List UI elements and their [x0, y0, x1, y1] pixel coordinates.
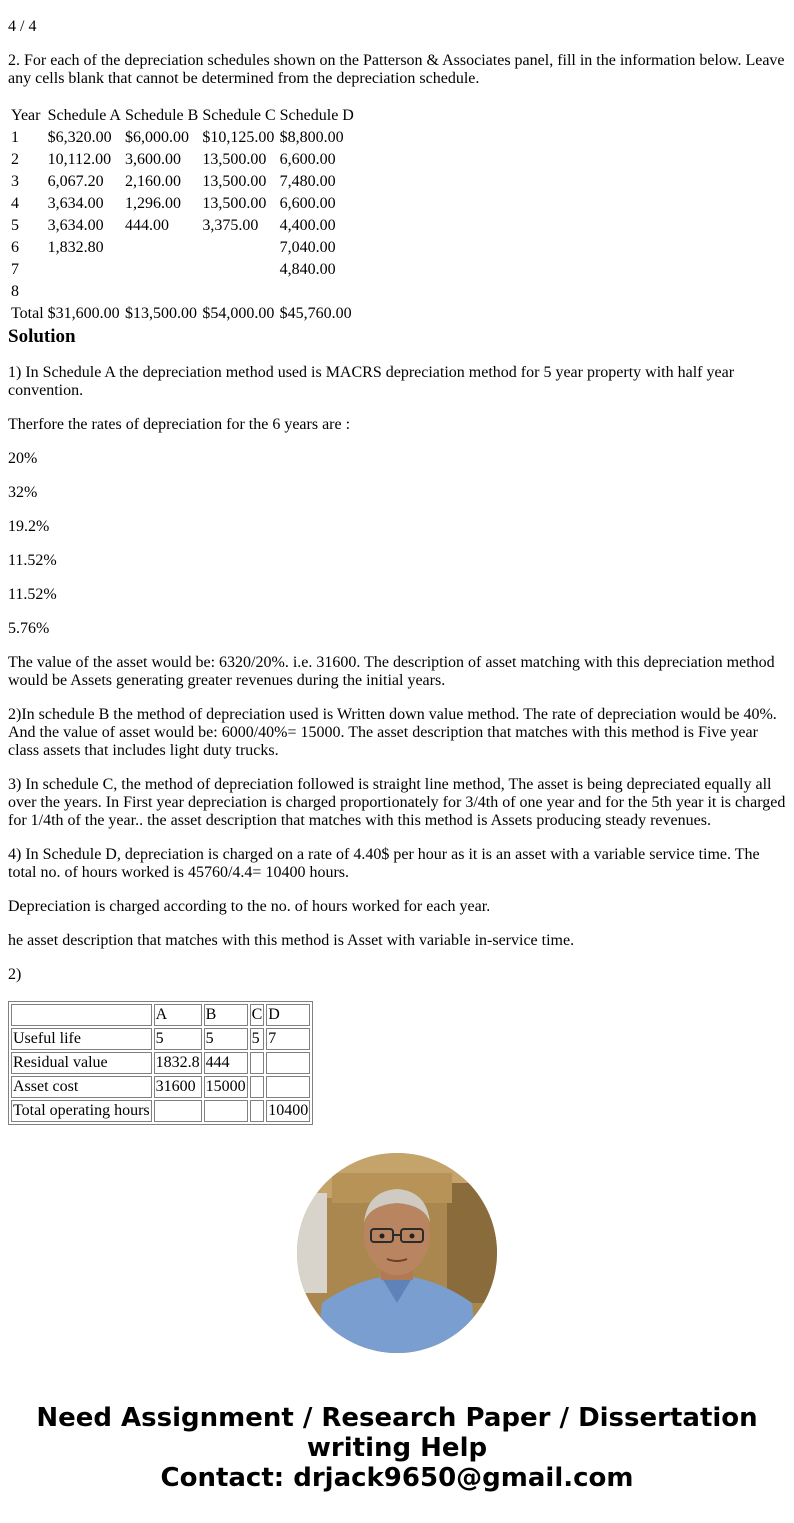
answer-cell: 5 — [154, 1028, 202, 1050]
schedule-cell: 7 — [11, 261, 19, 278]
answer-cell: 5 — [250, 1028, 265, 1050]
rate-year-6: 5.76% — [8, 620, 50, 637]
answer-cell — [250, 1052, 265, 1074]
answer-row — [11, 1076, 310, 1098]
header-cell: Schedule B — [124, 107, 199, 124]
schedule-cell: 6,600.00 — [279, 195, 336, 212]
answer-cell — [250, 1100, 265, 1122]
schedule-cell: 3 — [11, 173, 19, 190]
schedule-cell: $13,500.00 — [124, 305, 197, 322]
header-cell: Schedule D — [279, 107, 354, 124]
answer-cell — [266, 1052, 310, 1074]
solution-heading: Solution — [8, 326, 76, 347]
answer-cell: 1832.8 — [154, 1052, 202, 1074]
answer-cell: 5 — [204, 1028, 248, 1050]
schedule-cell: Total — [11, 305, 44, 322]
header-row — [11, 1004, 310, 1026]
schedule-cell — [124, 238, 199, 258]
schedule-cell: 7,480.00 — [279, 173, 336, 190]
schedule-cell — [124, 282, 199, 302]
schedule-cell: 6 — [11, 239, 19, 256]
answer-cell: 10400 — [266, 1100, 310, 1122]
schedule-cell: 6,067.20 — [47, 173, 104, 190]
answer-cell: 444 — [204, 1052, 248, 1074]
schedule-cell: 7,040.00 — [279, 239, 336, 256]
schedule-cell — [201, 238, 276, 258]
schedule-row — [10, 282, 355, 302]
question-text: 2. For each of the depreciation schedules shown on the Patterson & Associates panel, fill in the information below. Leave any cells blank that cannot be determined from the depreciation schedule. — [8, 52, 785, 87]
rate-year-4: 11.52% — [8, 552, 57, 569]
schedule-cell — [201, 282, 276, 302]
header-cell: Schedule C — [202, 107, 276, 124]
answer-cell: Total operating hours — [11, 1100, 152, 1122]
schedule-cell: 3,634.00 — [47, 217, 104, 234]
solution-paragraph-2: Therfore the rates of depreciation for the 6 years are : — [8, 416, 351, 433]
header-row — [10, 106, 355, 126]
answer-cell — [266, 1076, 310, 1098]
ad-line-2: writing Help — [306, 1433, 488, 1463]
schedule-cell — [279, 282, 355, 302]
schedule-cell: 4,400.00 — [279, 217, 336, 234]
schedule-cell: $8,800.00 — [279, 129, 344, 146]
schedule-row — [10, 260, 355, 280]
schedule-cell — [201, 260, 276, 280]
schedule-row — [10, 172, 355, 192]
solution-paragraph-4: 2)In schedule B the method of depreciation used is Written down value method. The rate of depreciation would be 40%. And the value of asset would be: 6000/40%= 15000. The asset description that matches with this method is Five year class assets that includes light duty trucks. — [8, 706, 777, 759]
answer-cell: 15000 — [204, 1076, 248, 1098]
answer-cell: 31600 — [154, 1076, 202, 1098]
schedule-row — [10, 216, 355, 236]
schedule-cell: 2 — [11, 151, 19, 168]
author-photo — [297, 1153, 497, 1353]
schedule-cell: $10,125.00 — [202, 129, 275, 146]
answer-row — [11, 1028, 310, 1050]
answer-cell: 7 — [266, 1028, 310, 1050]
header-cell: C — [250, 1004, 265, 1026]
schedule-cell: 10,112.00 — [47, 151, 112, 168]
ad-line-1: Need Assignment / Research Paper / Dissertation — [36, 1403, 758, 1433]
rate-year-2: 32% — [8, 484, 38, 501]
header-cell: D — [266, 1004, 310, 1026]
schedule-cell: 1,832.80 — [47, 239, 104, 256]
schedule-cell: $45,760.00 — [279, 305, 352, 322]
answer-row — [11, 1052, 310, 1074]
schedule-cell: $6,000.00 — [124, 129, 189, 146]
ad-contact: Contact: drjack9650@gmail.com — [160, 1463, 634, 1493]
schedule-cell: 13,500.00 — [202, 173, 267, 190]
header-cell: A — [154, 1004, 202, 1026]
schedule-row — [10, 304, 355, 324]
header-cell: Schedule A — [47, 107, 121, 124]
schedule-cell: 1 — [11, 129, 19, 146]
schedule-cell: 3,634.00 — [47, 195, 104, 212]
schedule-cell: 4,840.00 — [279, 261, 336, 278]
answer-cell: Useful life — [11, 1028, 152, 1050]
solution-paragraph-5: 3) In schedule C, the method of depreciation followed is straight line method, The asset is being depreciated equally all over the years. In First year depreciation is charged proportionately for 3/4th of one year and for the 5th year it is charged for 1/4th of the year.. the asset description that matches with this method is Assets producing steady revenues. — [8, 776, 786, 829]
answer-table — [8, 1001, 313, 1125]
solution-paragraph-7: Depreciation is charged according to the no. of hours worked for each year. — [8, 898, 491, 915]
schedule-cell: 4 — [11, 195, 19, 212]
header-cell: Year — [11, 107, 41, 124]
schedule-row — [10, 238, 355, 258]
schedule-cell — [124, 260, 199, 280]
ad-banner — [0, 1403, 794, 1493]
answer-cell: Asset cost — [11, 1076, 152, 1098]
schedule-row — [10, 150, 355, 170]
answer-cell — [204, 1100, 248, 1122]
rate-year-1: 20% — [8, 450, 38, 467]
schedule-cell: 3,600.00 — [124, 151, 181, 168]
schedule-cell: 1,296.00 — [124, 195, 181, 212]
schedule-row — [10, 194, 355, 214]
schedule-cell — [47, 260, 122, 280]
rate-year-3: 19.2% — [8, 518, 50, 535]
schedule-cell: 5 — [11, 217, 19, 234]
solution-paragraph-1: 1) In Schedule A the depreciation method used is MACRS depreciation method for 5 year property with half year convention. — [8, 364, 735, 399]
header-cell: B — [204, 1004, 248, 1026]
schedule-cell: $6,320.00 — [47, 129, 112, 146]
answer-cell — [154, 1100, 202, 1122]
answer-cell: Residual value — [11, 1052, 152, 1074]
schedule-cell: 8 — [11, 283, 19, 300]
schedule-cell: 3,375.00 — [202, 217, 259, 234]
schedule-cell: 6,600.00 — [279, 151, 336, 168]
schedule-cell: 13,500.00 — [202, 151, 267, 168]
solution-paragraph-3: The value of the asset would be: 6320/20%. i.e. 31600. The description of asset matching with this depreciation method would be Assets generating greater revenues during the initial years. — [8, 654, 775, 689]
schedule-cell: 13,500.00 — [202, 195, 267, 212]
schedule-cell: 444.00 — [124, 217, 169, 234]
page-indicator: 4 / 4 — [8, 18, 37, 35]
portrait-image — [297, 1153, 497, 1353]
solution-paragraph-9: 2) — [8, 966, 22, 983]
schedule-cell: $31,600.00 — [47, 305, 120, 322]
schedule-row — [10, 128, 355, 148]
solution-paragraph-6: 4) In Schedule D, depreciation is charged on a rate of 4.40$ per hour as it is an asset with a variable service time. The total no. of hours worked is 45760/4.4= 10400 hours. — [8, 846, 760, 881]
schedule-cell: 2,160.00 — [124, 173, 181, 190]
solution-paragraph-8: he asset description that matches with this method is Asset with variable in-service time. — [8, 932, 575, 949]
answer-cell — [250, 1076, 265, 1098]
schedule-cell: $54,000.00 — [202, 305, 275, 322]
rate-year-5: 11.52% — [8, 586, 57, 603]
schedule-cell — [47, 282, 122, 302]
answer-row — [11, 1100, 310, 1122]
depreciation-schedule-table — [8, 104, 357, 326]
header-cell — [11, 1004, 152, 1026]
